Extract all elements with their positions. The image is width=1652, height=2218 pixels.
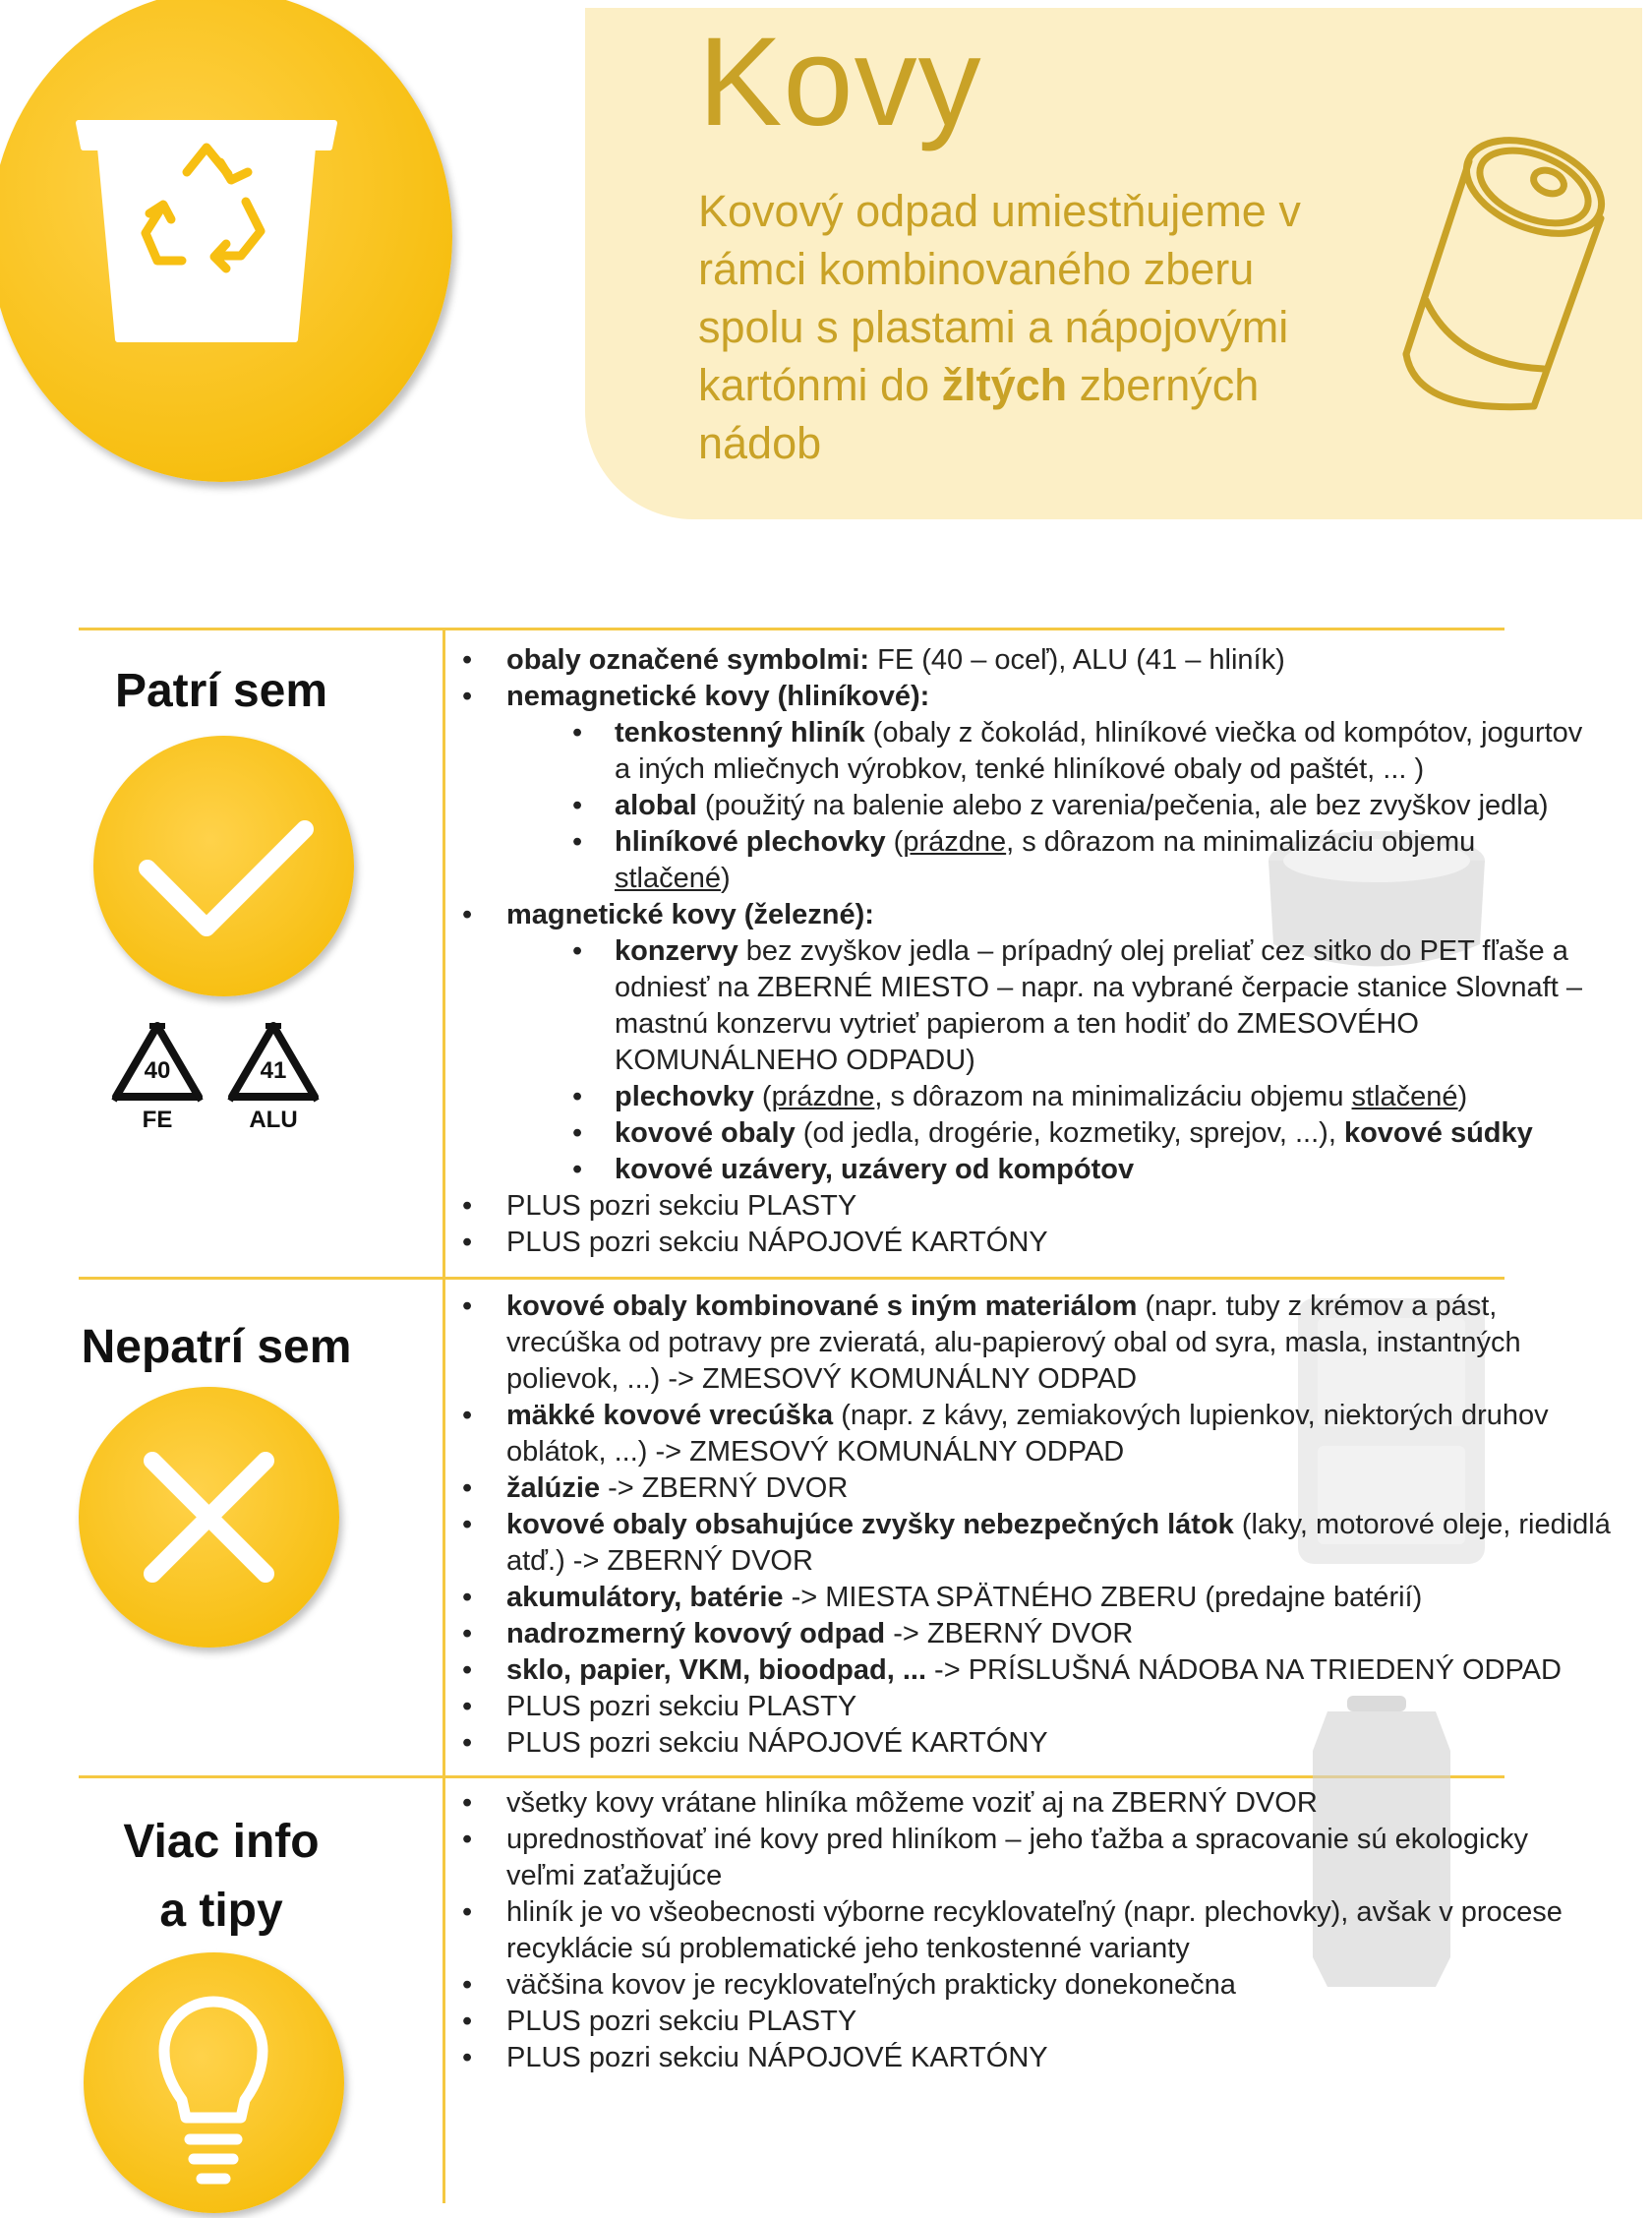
list-item: • nadrozmerný kovový odpad -> ZBERNÝ DVOR bbox=[462, 1616, 1613, 1652]
recycle-label: FE bbox=[142, 1107, 173, 1133]
list-item: • konzervy bez zvyškov jedla – prípadný olej preliať cez sitko do PET fľaše a odniesť na ZBERNÉ MIESTO – napr. na vybrané čerpacie stanice Slovnaft – mastnú konzervu vytrieť papierom a ten hodiť do ZMESOVÉHO KOMUNÁLNEHO ODPADU) bbox=[462, 933, 1593, 1079]
list-item: • PLUS pozri sekciu NÁPOJOVÉ KARTÓNY bbox=[462, 1225, 1593, 1261]
list-item: • obaly označené symbolmi: FE (40 – oceľ), ALU (41 – hliník) bbox=[462, 642, 1593, 679]
can-icon bbox=[1386, 128, 1622, 423]
belongs-list bbox=[462, 642, 1593, 1261]
list-item: • magnetické kovy (železné): bbox=[462, 897, 1593, 933]
list-item: • PLUS pozri sekciu NÁPOJOVÉ KARTÓNY bbox=[462, 2040, 1593, 2076]
list-item: • sklo, papier, VKM, bioodpad, ... -> PRÍSLUŠNÁ NÁDOBA NA TRIEDENÝ ODPAD bbox=[462, 1652, 1613, 1689]
list-item: • PLUS pozri sekciu NÁPOJOVÉ KARTÓNY bbox=[462, 1725, 1613, 1762]
section-title-belongs: Patrí sem bbox=[114, 665, 328, 717]
list-item: • hliníkové plechovky (prázdne, s dôrazom na minimalizáciu objemu stlačené) bbox=[462, 824, 1593, 897]
list-item: • akumulátory, batérie -> MIESTA SPÄTNÉHO ZBERU (predajne batérií) bbox=[462, 1580, 1613, 1616]
checkmark-icon bbox=[93, 736, 354, 996]
list-item: • nemagnetické kovy (hliníkové): bbox=[462, 679, 1593, 715]
list-item: • PLUS pozri sekciu PLASTY bbox=[462, 1188, 1593, 1225]
list-item: • kovové obaly (od jedla, drogérie, kozmetiky, sprejov, ...), kovové súdky bbox=[462, 1115, 1593, 1152]
section-title-tips bbox=[79, 1808, 364, 1946]
column-divider bbox=[442, 628, 445, 2203]
list-item: • kovové obaly obsahujúce zvyšky nebezpečných látok (laky, motorové oleje, riedidlá atď.) -> ZBERNÝ DVOR bbox=[462, 1507, 1613, 1580]
recycle-number: 40 bbox=[144, 1057, 171, 1084]
section-title-line: Viac info bbox=[123, 1816, 320, 1868]
recycling-bin-icon bbox=[69, 103, 344, 349]
list-item: • uprednostňovať iné kovy pred hliníkom – jeho ťažba a spracovanie sú ekologicky veľmi zaťažujúce bbox=[462, 1822, 1593, 1894]
list-item: • PLUS pozri sekciu PLASTY bbox=[462, 1689, 1613, 1725]
list-item: • PLUS pozri sekciu PLASTY bbox=[462, 2004, 1593, 2040]
lightbulb-icon bbox=[84, 1952, 344, 2213]
section-title-line: a tipy bbox=[159, 1885, 283, 1937]
list-item: • žalúzie -> ZBERNÝ DVOR bbox=[462, 1470, 1613, 1507]
list-item: • hliník je vo všeobecnosti výborne recyklovateľný (napr. plechovky), avšak v procese recyklácie sú problematické jeho tenkostenné varianty bbox=[462, 1894, 1593, 1967]
not-belongs-list bbox=[462, 1289, 1613, 1762]
list-item: • väčšina kovov je recyklovateľných prakticky donekonečna bbox=[462, 1967, 1593, 2004]
list-item: • tenkostenný hliník (obaly z čokolád, hliníkové viečka od kompótov, jogurtov a iných mliečnych výrobkov, tenké hliníkové obaly od paštét, ... ) bbox=[462, 715, 1593, 788]
divider-line bbox=[79, 628, 1504, 630]
cross-badge bbox=[79, 1387, 339, 1648]
page-title: Kovy bbox=[698, 12, 982, 152]
list-item: • kovové uzávery, uzávery od kompótov bbox=[462, 1152, 1593, 1188]
divider-line bbox=[79, 1277, 1504, 1280]
recycle-number: 41 bbox=[260, 1057, 287, 1084]
list-item: • všetky kovy vrátane hliníka môžeme voziť aj na ZBERNÝ DVOR bbox=[462, 1785, 1593, 1822]
recycle-mark-fe bbox=[108, 1018, 206, 1136]
close-icon bbox=[79, 1387, 339, 1648]
section-title-not-belongs: Nepatrí sem bbox=[81, 1321, 352, 1373]
recycle-mark-alu bbox=[224, 1018, 323, 1136]
recycle-label: ALU bbox=[249, 1107, 298, 1133]
tips-list bbox=[462, 1785, 1593, 2076]
check-badge bbox=[93, 736, 354, 996]
list-item: • kovové obaly kombinované s iným materiálom (napr. tuby z krémov a pást, vrecúška od potravy pre zvieratá, alu-papierový obal od syra, masla, instantných polievok, ...) -> ZMESOVÝ KOMUNÁLNY ODPAD bbox=[462, 1289, 1613, 1398]
list-item: • plechovky (prázdne, s dôrazom na minimalizáciu objemu stlačené) bbox=[462, 1079, 1593, 1115]
list-item: • alobal (použitý na balenie alebo z varenia/pečenia, ale bez zvyškov jedla) bbox=[462, 788, 1593, 824]
list-item: • mäkké kovové vrecúška (napr. z kávy, zemiakových lupienkov, niektorých druhov oblátok, ...) -> ZMESOVÝ KOMUNÁLNY ODPAD bbox=[462, 1398, 1613, 1470]
tip-badge bbox=[84, 1952, 344, 2213]
header-description: Kovový odpad umiestňujeme v rámci kombinovaného zberu spolu s plastami a nápojovými kartónmi do žltých zberných nádob bbox=[698, 186, 1301, 468]
